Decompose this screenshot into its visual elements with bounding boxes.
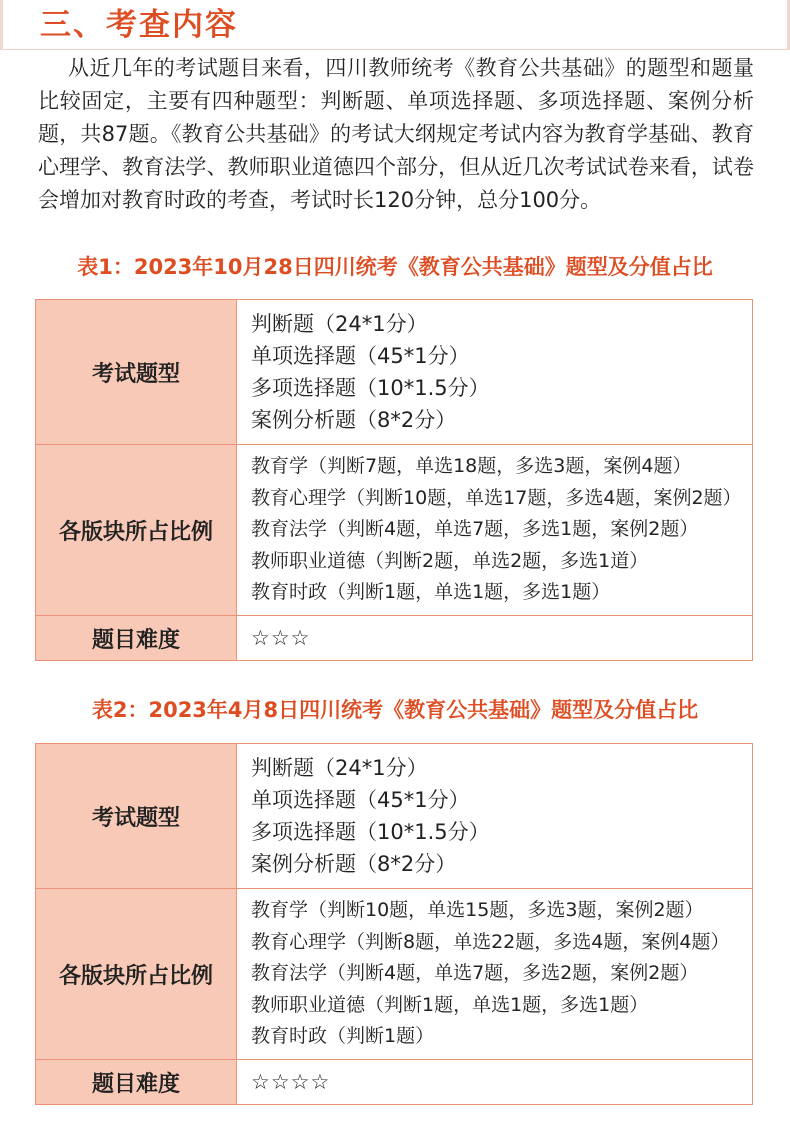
question-type-label: 考试题型 (36, 300, 237, 445)
list-item: 单项选择题（45*1分） (251, 788, 470, 812)
module-ratio-list (237, 445, 753, 616)
list-item: 教育学（判断10题，单选15题，多选3题，案例2题） (251, 899, 704, 922)
module-ratio-label: 各版块所占比例 (36, 445, 237, 616)
list-item: 教育心理学（判断8题，单选22题，多选4题，案例4题） (251, 930, 730, 953)
table-row (36, 616, 753, 661)
difficulty-stars: ☆☆☆ (237, 616, 753, 661)
module-ratio-list (237, 889, 753, 1060)
question-type-label: 考试题型 (36, 744, 237, 889)
table-2 (35, 743, 753, 1105)
table-2-caption: 表2：2023年4月8日四川统考《教育公共基础》题型及分值占比 (91, 698, 699, 722)
list-item: 多项选择题（10*1.5分） (251, 376, 490, 400)
list-item: 案例分析题（8*2分） (251, 408, 457, 432)
table-row (36, 300, 753, 445)
list-item: 单项选择题（45*1分） (251, 344, 470, 368)
list-item: 教师职业道德（判断1题，单选1题，多选1题） (251, 993, 649, 1016)
table-row (36, 889, 753, 1060)
module-ratio-label: 各版块所占比例 (36, 889, 237, 1060)
question-type-list (237, 300, 753, 445)
difficulty-stars: ☆☆☆☆ (237, 1060, 753, 1105)
list-item: 多项选择题（10*1.5分） (251, 820, 490, 844)
list-item: 判断题（24*1分） (251, 756, 428, 780)
list-item: 教育心理学（判断10题，单选17题，多选4题，案例2题） (251, 486, 742, 509)
list-item: 教育法学（判断4题，单选7题，多选2题，案例2题） (251, 962, 699, 985)
list-item: 判断题（24*1分） (251, 312, 428, 336)
list-item: 教育时政（判断1题） (251, 1025, 435, 1048)
table-row (36, 1060, 753, 1105)
difficulty-label: 题目难度 (36, 1060, 237, 1105)
question-type-list (237, 744, 753, 889)
list-item: 教育法学（判断4题，单选7题，多选1题，案例2题） (251, 518, 699, 541)
intro-paragraph: 从近几年的考试题目来看，四川教师统考《教育公共基础》的题型和题量比较固定，主要有四种题型：判断题、单项选择题、多项选择题、案例分析题，共87题。《教育公共基础》的考试大纲规定考试内容为教育学基础、教育心理学、教育法学、教师职业道德四个部分，但从近几次考试试卷来看，试卷会增加对教育时政的考查，考试时长120分钟，总分100分。 (38, 56, 754, 212)
list-item: 教育学（判断7题，单选18题，多选3题，案例4题） (251, 455, 692, 478)
list-item: 案例分析题（8*2分） (251, 852, 457, 876)
list-item: 教师职业道德（判断2题，单选2题，多选1道） (251, 549, 649, 572)
list-item: 教育时政（判断1题，单选1题，多选1题） (251, 581, 611, 604)
section-title: 三、考查内容 (40, 7, 238, 43)
table-1 (35, 299, 753, 661)
difficulty-label: 题目难度 (36, 616, 237, 661)
table-row (36, 445, 753, 616)
table-row (36, 744, 753, 889)
left-border-rule (0, 0, 3, 50)
table-1-caption: 表1：2023年10月28日四川统考《教育公共基础》题型及分值占比 (77, 255, 713, 279)
